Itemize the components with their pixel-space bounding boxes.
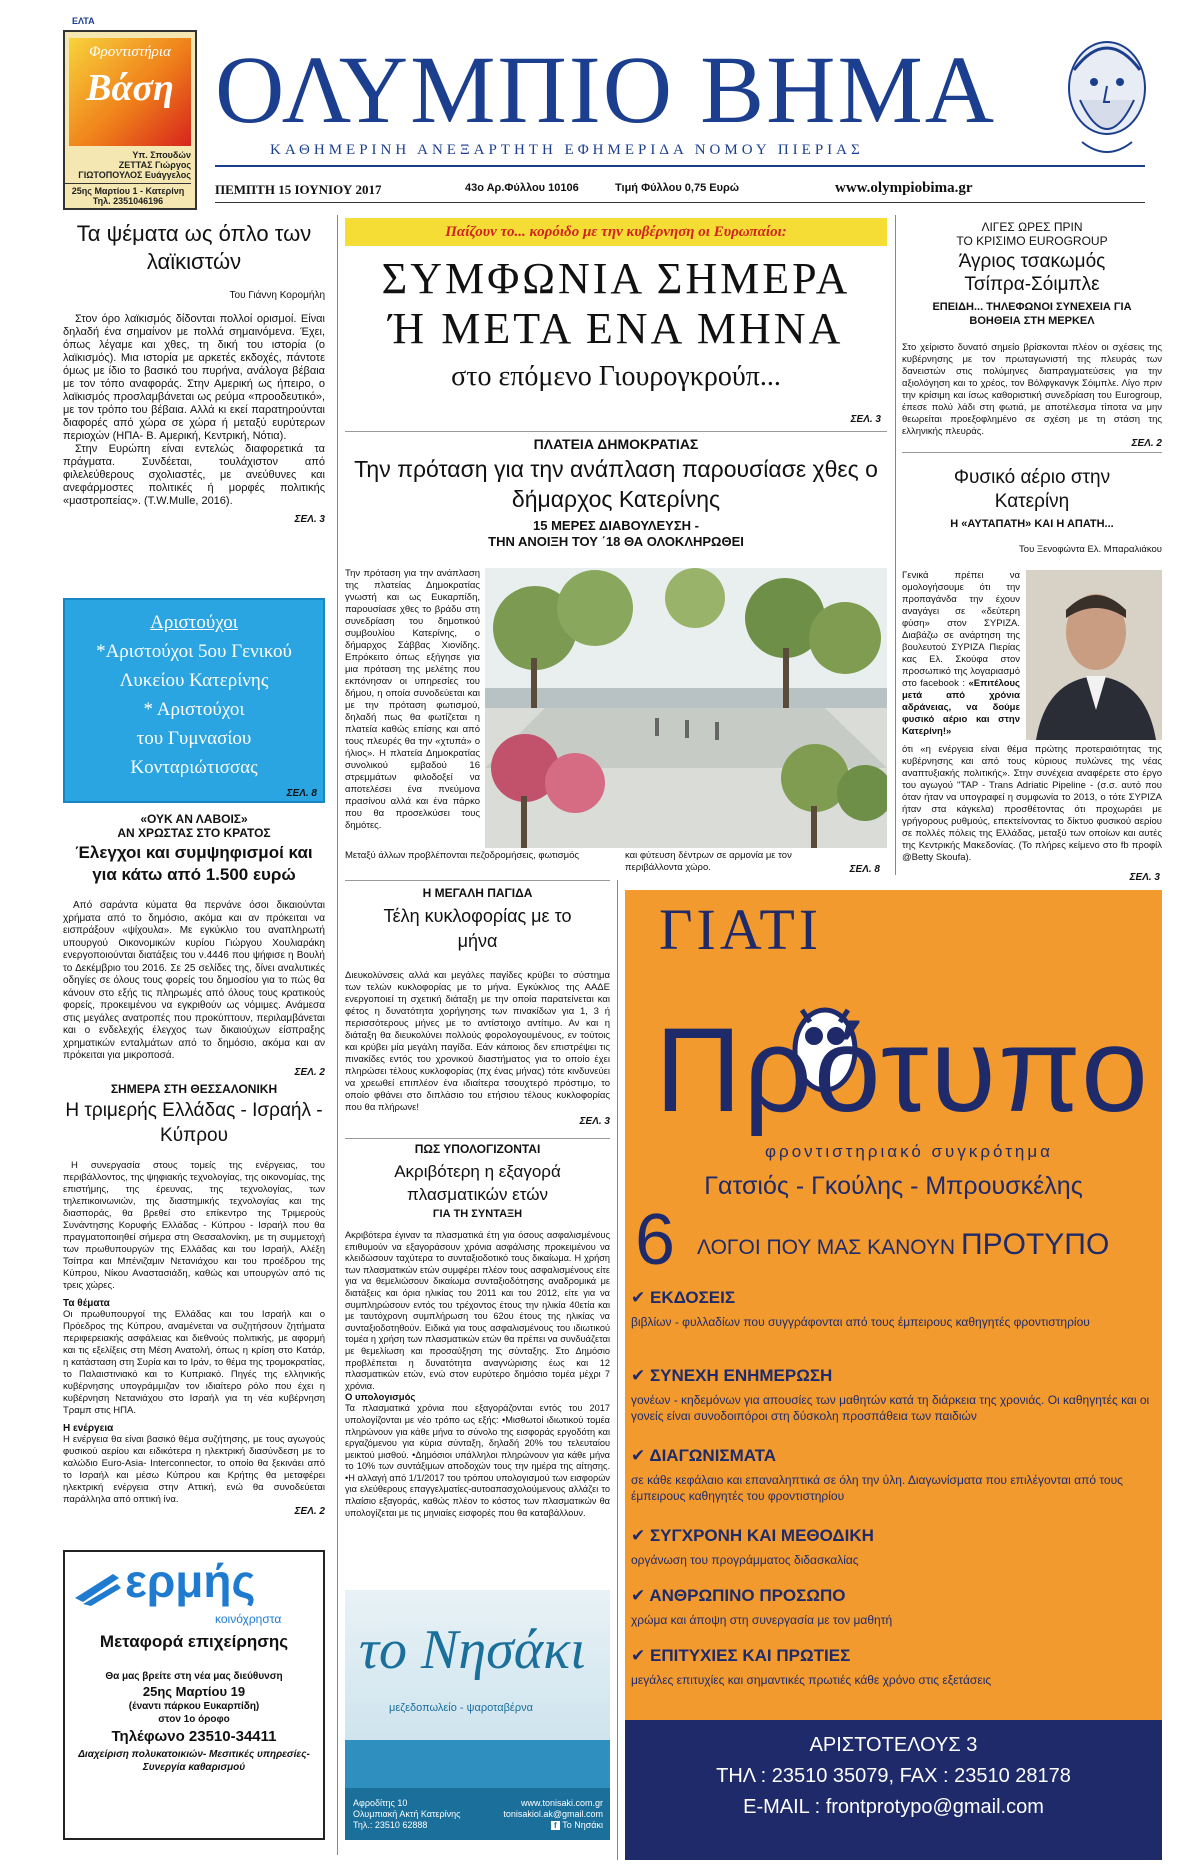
page-ref: ΣΕΛ. 3 bbox=[1129, 872, 1160, 883]
article-body: Στο χείριστο δυνατό σημείο βρίσκονται πλέον οι σχέσεις της κυβέρνησης με τον πρωταγωνιστή της πλευράς των δανειστών στις πολύμηνες διαπραγματεύσεις για την αξιολόγηση και το χρέος, τον Βόλφγκανγκ Σόιμπλε. Λίγο πριν την κρίσιμη και ίσως καθοριστική συνεδρίαση του Eurogroup, έπεσε πολύ λάδι στη φωτιά, με αποτέλεσμα τίποτα να μην θεωρείται προεξοφλημένο σε σχέση με τη στάση της ελληνικής πλευράς. bbox=[902, 342, 1162, 437]
plateia-caption: και φύτευση δέντρων σε αρμονία με τον περιβάλλοντα χώρο. bbox=[625, 850, 792, 873]
column-divider bbox=[895, 215, 896, 875]
issue-date: ΠΕΜΠΤΗ 15 ΙΟΥΝΙΟΥ 2017 bbox=[215, 182, 382, 197]
protypo-reason: ✔ ΕΚΔΟΣΕΙΣ βιβλίων - φυλλαδίων που συγγράφονται από τους έμπειρους καθηγητές φροντιστηρίου bbox=[631, 1288, 1090, 1329]
ermis-logo-sub: κοινόχρηστα bbox=[215, 1612, 282, 1626]
ermis-logo: ερμής bbox=[125, 1555, 256, 1607]
section-rule bbox=[345, 880, 610, 881]
check-icon: ✔ bbox=[631, 1366, 646, 1385]
article-kicker: Η ΜΕΓΑΛΗ ΠΑΓΙΔΑ bbox=[422, 886, 533, 900]
article-title: Ακριβότερη η εξαγορά πλασματικών ετών bbox=[394, 1162, 561, 1204]
article-trilateral bbox=[63, 1082, 325, 1517]
issue-number: 43ο Αρ.Φύλλου 10106 bbox=[465, 182, 579, 194]
protypo-reason: ✔ ΔΙΑΓΩΝΙΣΜΑΤΑ σε κάθε κεφάλαιο και επαναληπτικά σε όλη την ύλη. Διαγωνίσματα που επιλέγονται από τους έμπειρους καθηγητές του φροντιστηρίου bbox=[631, 1446, 1123, 1503]
page-ref: ΣΕΛ. 2 bbox=[294, 1506, 325, 1517]
column-divider bbox=[617, 880, 618, 1860]
article-subhead: 15 ΜΕΡΕΣ ΔΙΑΒΟΥΛΕΥΣΗ - bbox=[533, 518, 699, 533]
ermis-details: Θα μας βρείτε στη νέα μας διεύθυνση 25ης Μαρτίου 19 (έναντι πάρκου Ευκαρπίδη) στον 1ο όροφο Τηλέφωνο 23510-34411 Διαχείριση πολυκατοικιών- Μεσιτικές υπηρεσίες- Συνεργία καθαρισμού bbox=[78, 1671, 310, 1773]
lead-kicker: Παίζουν το... κορόιδο με την κυβέρνηση οι Ευρωπαίοι: bbox=[345, 218, 887, 246]
nisaki-logo: το Νησάκι bbox=[359, 1619, 586, 1681]
article-kicker: ΛΙΓΕΣ ΩΡΕΣ ΠΡΙΝ bbox=[981, 220, 1083, 234]
page-ref: ΣΕΛ. 3 bbox=[579, 1116, 610, 1127]
aristouxoi-box[interactable] bbox=[63, 598, 325, 803]
article-kicker: ΣΗΜΕΡΑ ΣΤΗ ΘΕΣΣΑΛΟΝΙΚΗ bbox=[110, 1082, 278, 1096]
check-icon: ✔ bbox=[631, 1526, 646, 1545]
article-body: Από σαράντα κύματα θα περνάνε όσοι δικαιούνται χρήματα από το δημόσιο, ακόμα και αν πρόκειται να εισπράξουν «ψίχουλα». Με εγκύκλιο του αναπληρωτή υπουργού Οικονομικών κυρίου Γιώργου Χουλιαράκη ενεργοποιούνται διατάξεις του ν.4446 που ψήφισε η Βουλή το Δεκέμβριο του 2016. Σε 25 σελίδες της, δίνει αναλυτικές οδηγίες σε όλους τους φορείς του δημοσίου για το πώς θα κάνουν στο εξής τις πληρωμές από όλους τους κρατικούς φορείς, προκειμένου να εγκριθούν ως νόμιμες. Ανάμεσα στις μεγάλες ανατροπές που προκύπτουν, περιλαμβάνεται και ο ενδελεχής έλεγχος των δικαιούχων είσπραξης χρηματικών ενταλμάτων από το δημόσιο, ακόμα και αν πρόκειται για μικροποσά. bbox=[63, 900, 325, 1061]
lead-title-1: ΣΥΜΦΩΝΙΑ ΣΗΜΕΡΑ bbox=[381, 254, 851, 303]
article-byline: Του Γιάννη Κορομήλη bbox=[229, 290, 325, 301]
article-body: Η ενέργεια θα είναι βασικό θέμα συζήτησης, με τους αγωγούς φυσικού αερίου και ειδικότερα η ηλεκτρική διασύνδεση με το καλώδιο Euro-Asia- Interconnector, το οποίο θα ξεκινάει από το Ισραήλ και μέσω Κύπρου και Κρήτης θα μεταφέρει ηλεκτρική ενέργεια στην Αττική, ενώ θα συνοδεύεται παράλληλα από οπτική ίνα. bbox=[63, 1434, 325, 1505]
article-subhead: ΤΗΝ ΑΝΟΙΞΗ ΤΟΥ ΄18 ΘΑ ΟΛΟΚΛΗΡΩΘΕΙ bbox=[488, 534, 744, 549]
ermis-ad[interactable] bbox=[63, 1550, 325, 1840]
article-aerio bbox=[902, 466, 1162, 555]
article-plateia-header bbox=[345, 436, 887, 550]
nisaki-sea bbox=[345, 1740, 610, 1788]
author-photo bbox=[1026, 570, 1162, 740]
article-kicker: ΤΟ ΚΡΙΣΙΜΟ EUROGROUP bbox=[956, 234, 1108, 248]
protypo-reasons-title: ΛΟΓΟΙ ΠΟΥ ΜΑΣ ΚΑΝΟΥΝ ΠΡΟΤΥΠΟ bbox=[697, 1228, 1110, 1261]
paper-title: ΟΛΥΜΠΙΟ ΒΗΜΑ bbox=[215, 36, 997, 143]
check-icon: ✔ bbox=[631, 1288, 646, 1307]
article-body: Οι πρωθυπουργοί της Ελλάδας και του Ισραήλ και ο Πρόεδρος της Κύπρου, αναμένεται να συζητήσουν ζητήματα περιφερειακής ασφάλειας και διεθνούς πολιτικής, με αφορμή και τις εξελίξεις στη Μέση Ανατολή, όπως η κρίση στο Κατάρ, η κατάσταση στη Συρία και το Ιράν, το θέμα της τρομοκρατίας, το Παλαιστινιακό και το Κυπριακό. Πηγές της ελληνικής κυβέρνησης υπογράμμιζαν τον ιδιαίτερο ρόλο που έχει η κυβέρνηση Νετανιάχου στο Ισραήλ για τη νέα κυβέρνηση Τραμπ στις ΗΠΑ. bbox=[63, 1309, 325, 1416]
protypo-reason: ✔ ΣΥΝΕΧΗ ΕΝΗΜΕΡΩΣΗ γονέων - κηδεμόνων για απουσίες των μαθητών κατά τη διάρκεια της χρονιάς. Οι καθηγητές και οι γονείς είναι συνοδοιπόροι στη δύσκολη προσπάθεια των παιδιών bbox=[631, 1366, 1150, 1423]
protypo-reason: ✔ ΑΝΘΡΩΠΙΝΟ ΠΡΟΣΩΠΟ χρώμα και άποψη στη συνεργασία με τον μαθητή bbox=[631, 1586, 893, 1627]
article-title: Φυσικό αέριο στην Κατερίνη bbox=[953, 467, 1111, 512]
article-body: Η συνεργασία στους τομείς της ενέργειας, του περιβάλλοντος, της ψηφιακής τεχνολογίας, της οικονομίας, της επιστήμης, της έρευνας, της τεχνολογίας, των τηλεπικοινωνιών, της διαστημικής τεχνολογίας και της διασποράς, θα βρεθεί στο επίκεντρο της Τριμερούς Συνάντησης Κορυφής Ελλάδας - Κύπρου - Ισραήλ που θα πραγματοποιηθεί σήμερα στη Θεσσαλονίκη, με τη συμμετοχή των πρωθυπουργών της Ελλάδας και του Ισραήλ, Αλέξη Τσίπρα και Μπένιζαμιν Νετανιάχου και του προέδρου της Κύπρου, Νίκου Αναστασιάδη, καθώς και υπουργών από τις τρεις χώρες. bbox=[63, 1160, 325, 1291]
elta-label: ΕΛΤΑ bbox=[72, 16, 95, 26]
article-kicker: «ΟΥΚ ΑΝ ΛΑΒΟΙΣ» bbox=[140, 812, 248, 826]
page-ref: ΣΕΛ. 8 bbox=[849, 864, 880, 875]
article-subhead: Τα θέματα bbox=[63, 1298, 110, 1309]
vasi-name: Βάση bbox=[86, 67, 174, 109]
nisaki-ad[interactable] bbox=[345, 1590, 610, 1840]
ermis-tagline: Μεταφορά επιχείρησης bbox=[99, 1632, 289, 1651]
vasi-ad[interactable] bbox=[63, 30, 197, 210]
page-ref: ΣΕΛ. 2 bbox=[1131, 438, 1162, 449]
article-checks bbox=[63, 812, 325, 1078]
article-kicker: ΑΝ ΧΡΩΣΤΑΣ ΣΤΟ ΚΡΑΤΟΣ bbox=[117, 826, 271, 840]
lead-title-3: στο επόμενο Γιουρογκρούπ... bbox=[451, 361, 781, 392]
vasi-contact: Υπ. Σπουδών ΖΕΤΤΑΣ Γιώργος ΓΙΩΤΟΠΟΥΛΟΣ Ευάγγελος 25ης Μαρτίου 1 - Κατερίνη Τηλ. 2351046196 bbox=[65, 150, 195, 206]
page-ref: ΣΕΛ. 2 bbox=[294, 1066, 325, 1078]
article-title: Την πρόταση για την ανάπλαση παρουσίασε χθες ο δήμαρχος Κατερίνης bbox=[354, 456, 878, 512]
article-body: Στον όρο λαϊκισμός δίδονται πολλοί ορισμοί. Είναι δηλαδή ένα σημαίνον με πολλά σημαινόμενα. Έχει, όπως λέγαμε και χθες, τη δική του ιστορία (ο λαϊκισμός). Μια ιστορία με αρκετές εκδοχές, πάντοτε όμως με ίδιο το βασικό του πυρήνα, ανάλογα βέβαια με τον τόπο αναφοράς. Στην Αμερική ως ήπειρο, ο λαϊκισμός προσλαμβάνεται ως ρεύμα «προοδευτικό», με τον τρόπο του βέβαια. Αλλά κι εκεί παρατηρούνται διαφορές από χώρα σε χώρα ή μεταξύ ευρύτερων περιοχών (ΗΠΑ- Β. Αμερική, Κεντρική, Νότια). bbox=[63, 313, 325, 442]
page-ref: ΣΕΛ. 8 bbox=[286, 788, 317, 799]
article-kicker: ΠΛΑΤΕΙΑ ΔΗΜΟΚΡΑΤΙΑΣ bbox=[533, 436, 699, 452]
article-title: Τέλη κυκλοφορίας με το μήνα bbox=[383, 906, 572, 951]
lead-title-2: Ή ΜΕΤΑ ΕΝΑ ΜΗΝΑ bbox=[388, 304, 844, 353]
article-title: Η τριμερής Ελλάδας - Ισραήλ - Κύπρου bbox=[65, 1100, 323, 1146]
check-icon: ✔ bbox=[631, 1586, 646, 1605]
article-eurogroup bbox=[902, 220, 1162, 449]
protypo-logo-sub: φροντιστηριακό συγκρότημα bbox=[765, 1142, 1054, 1161]
protypo-reason: ✔ ΣΥΓΧΡΟΝΗ ΚΑΙ ΜΕΘΟΔΙΚΗ οργάνωση του προγράμματος διδασκαλίας bbox=[631, 1526, 874, 1567]
article-title: Άγριος τσακωμός Τσίπρα-Σόιμπλε bbox=[958, 251, 1106, 295]
article-subhead: Η «ΑΥΤΑΠΑΤΗ» ΚΑΙ Η ΑΠΑΤΗ... bbox=[950, 518, 1114, 530]
article-kicker: ΠΩΣ ΥΠΟΛΟΓΙΖΟΝΤΑΙ bbox=[414, 1142, 541, 1156]
section-rule bbox=[345, 431, 887, 432]
nisaki-email[interactable]: tonisakiol.ak@gmail.com bbox=[503, 1809, 603, 1819]
article-subhead: ΕΠΕΙΔΗ... ΤΗΛΕΦΩΝΟΙ ΣΥΝΕΧΕΙΑ ΓΙΑ ΒΟΗΘΕΙΑ ΣΤΗ ΜΕΡΚΕΛ bbox=[932, 301, 1132, 327]
protypo-ad[interactable] bbox=[625, 890, 1162, 1860]
column-divider bbox=[337, 215, 338, 1855]
article-title: Τα ψέματα ως όπλο των λαϊκιστών bbox=[76, 221, 312, 274]
lead-story bbox=[345, 218, 887, 430]
protypo-why: ΓΙΑΤΙ bbox=[659, 897, 823, 962]
nisaki-facebook[interactable]: f Το Νησάκι bbox=[485, 1820, 603, 1831]
aerio-body-a: Γενικά πρέπει να ομολογήσουμε ότι την προπαγάνδα την έχουν αναγάγει σε «δεύτερη φύση» στον ΣΥΡΙΖΑ. Διαβάζω σε ανάρτηση της βουλευτού ΣΥΡΙΖΑ Πιερίας κας Ελ. Σκούφα στον προσωπικό της λογαριασμό στο facebook : «Επιτέλους μετά από χρόνια αδράνειας, να δούμε φυσικό αέριο και στην Κατερίνη!» bbox=[902, 570, 1020, 737]
article-body-2: Στην Ευρώπη είναι εντελώς διαφορετικά τα πράγματα. Συνδέεται, τουλάχιστον από φιλελεύθερους σχολιαστές, με ανεύθυνες και ανεφάρμοστες πολιτικές ή μορφές πολιτικής «μαστροπείας». (T.W.Mulle, 2016). bbox=[63, 443, 325, 507]
article-title: Έλεγχοι και συμψηφισμοί και για κάτω από 1.500 ευρώ bbox=[75, 843, 313, 884]
facebook-icon: f bbox=[551, 1821, 560, 1830]
paper-subtitle: ΚΑΘΗΜΕΡΙΝΗ ΑΝΕΞΑΡΤΗΤΗ ΕΦΗΜΕΡΙΔΑ ΝΟΜΟΥ ΠΙΕΡΙΑΣ bbox=[270, 142, 864, 158]
article-subhead: Η ενέργεια bbox=[63, 1423, 114, 1434]
meta-bar bbox=[215, 178, 1145, 202]
article-subhead: ΓΙΑ ΤΗ ΣΥΝΤΑΞΗ bbox=[432, 1208, 523, 1220]
page-ref: ΣΕΛ. 3 bbox=[294, 514, 325, 525]
article-body: Τα πλασματικά χρόνια που εξαγοράζονται εντός του 2017 υπολογίζονται με νέο τρόπο ως εξής: •Μισθωτοί ιδιωτικού τομέα πληρώνουν για κάθε μήνα το σύνολο της εισφοράς εργοδότη και εργαζόμενου για κύρια σύνταξη, δηλαδή 20% του τελευταίου μεικτού μισθού. •Δημόσιοι υπάλληλοι πληρώνουν για κάθε μήνα το 10% των συντάξιμων αποδοχών τους την ημέρα της αίτησης. •Η αλλαγή από 1/1/2017 του τρόπου υπολογισμού των εισφορών για ελεύθερους επαγγελματίες-αυτοαπασχολούμενους αλλάζει το πλαίσιο εξαγοράς, καθώς πλέον το κόστος των πλασματικών θα υπολογίζεται με τις μηνιαίες εισφορές που θα καταβάλλουν. bbox=[345, 1403, 610, 1518]
article-populism bbox=[63, 220, 325, 525]
plateia-body: Την πρόταση για την ανάπλαση της πλατείας Δημοκρατίας γνωστή και ως Ευκαρπίδη, παρουσίασε χθες το βράδυ στη συνεδρίαση του δημοτικού συμβουλίου Κατερίνης, ο δήμαρχος Σάββας Χιονίδης. Επρόκειτο όπως εξήγησε για μια πρόταση της μελέτης που εκπόνησαν οι υπηρεσίες του δήμου, η οποία συνοδεύεται και με την πρόταση φωτισμού, δηλαδή πως θα φωτίζεται η πλατεία καθώς επίσης και από τους πλευρές θα την «χτυπά» ο ήλιος». Η πλατεία Δημοκρατίας συνολικού εμβαδού 16 στρεμμάτων φιλοδοξεί να αποτελέσει ένα πνεύμονα πρασίνου αλλά και ένα πάρκο που θα προσελκύσει τους δημότες. bbox=[345, 568, 480, 831]
plateia-rendering-image bbox=[485, 568, 887, 848]
vasi-logo bbox=[69, 38, 191, 146]
article-byline: Του Ξενοφώντα Ελ. Μπαραλιάκου bbox=[1019, 544, 1162, 555]
protypo-logo: Πρότυπο bbox=[655, 1003, 1150, 1137]
meta-rule bbox=[215, 202, 1145, 203]
website-link[interactable]: www.olympiobima.gr bbox=[835, 180, 973, 196]
protypo-names: Γατσιός - Γκούλης - Μπρουσκέλης bbox=[704, 1172, 1083, 1200]
article-body: Διευκολύνσεις αλλά και μεγάλες παγίδες κρύβει το σύστημα των τελών κυκλοφορίας με το μήνα. Εγκύκλιος της ΑΑΔΕ ενεργοποιεί τη σχετική διάταξη με την οποία παρατείνεται και φέτος η δυνατότητα χορήγησης των πινακίδων για 1, 3 ή περισσότερους μήνες με το αντίστοιχο αντίτιμο. Αν και η διάταξη θα διευκολύνει πολλούς φορολογουμένους, εν τούτοις και κρύβει μία μεγάλη παγίδα. Εάν κάποιος δεν επιστρέψει τις πινακίδες εντός του χρονικού διαστήματος για το οποίο έχει πληρώσει τέλους κυκλοφορίας (πχ ένας μήνας) τότε κινδυνεύει να χρεωθεί επιπλέον ένα ιδιαίτερα τσουχτερό πρόστιμο, το οποίο φθάνει στο διπλάσιο του ετήσιου τέλους κυκλοφορίας που θα πλήρωνε! bbox=[345, 970, 610, 1113]
ermis-wing-icon bbox=[73, 1568, 123, 1608]
plateia-body-end: Μεταξύ άλλων προβλέπονται πεζοδρομήσεις, φωτισμός bbox=[345, 850, 579, 861]
nisaki-contact bbox=[485, 1798, 603, 1831]
protypo-email[interactable]: E-MAIL : frontprotypo@gmail.com bbox=[743, 1796, 1044, 1818]
issue-price: Τιμή Φύλλου 0,75 Ευρώ bbox=[615, 182, 740, 194]
section-rule bbox=[345, 1138, 610, 1139]
article-teli bbox=[345, 886, 610, 1127]
protypo-reason-list bbox=[631, 1288, 1156, 1706]
nisaki-tagline: μεζεδοπωλείο - ψαροταβέρνα bbox=[389, 1702, 533, 1714]
section-rule bbox=[902, 452, 1162, 453]
article-body: Ακριβότερα έγιναν τα πλασματικά έτη για όσους ασφαλισμένους επιθυμούν να εξαγοράσουν χρόνια ασφάλισης προκειμένου να κλειδώσουν ταχύτερα το συνταξιοδοτικό τους δικαίωμα. Η χρήση των πλασματικών ετών συμφέρει πλέον τους ασφαλισμένους είτε για να θεμελιώσουν δικαίωμα συνταξιοδότησης αναδρομικά με διατάξεις και όρια ηλικίας του 2011 και του 2012, είτε για να συμπληρώσουν εντός του τρέχοντος έτους την ηλικία 40ετία και με ταυτόχρονη συμπλήρωση του 62ου έτους της ηλικίας να συνταξιοδοτηθούν. Ειδικά για τους ασφαλισμένους του ιδιωτικού τομέα η χρήση των πλασματικών ετών θα πρέπει να συνδυάζεται με θεμελίωση και προσαύξηση της σύνταξης. Στο Δημόσιο προβλέπεται η δυνατότητα αναγνώρισης έως και 12 πλασματικών ετών, ενώ στον ευρύτερο δημόσιο τομέα μέχρι 7 χρόνια. bbox=[345, 1230, 610, 1391]
nisaki-website[interactable]: www.tonisaki.com.gr bbox=[520, 1798, 603, 1808]
check-icon: ✔ bbox=[631, 1646, 646, 1665]
page-ref: ΣΕΛ. 3 bbox=[850, 414, 881, 425]
vasi-top-text: Φροντιστήρια bbox=[89, 44, 171, 60]
article-syntaxi bbox=[345, 1142, 610, 1519]
zeus-bust-icon bbox=[1052, 30, 1162, 162]
protypo-six: 6 bbox=[635, 1200, 676, 1280]
aristouxoi-text: Αριστούχοι *Αριστούχοι 5ου Γενικού Λυκείου Κατερίνης * Αριστούχοι του Γυμνασίου Κονταριώτισσας bbox=[96, 612, 292, 778]
article-subhead: Ο υπολογισμός bbox=[345, 1392, 416, 1404]
nisaki-address: Αφροδίτης 10 Ολυμπιακή Ακτή Κατερίνης Τηλ.: 23510 62888 bbox=[353, 1798, 461, 1830]
protypo-contact: ΑΡΙΣΤΟΤΕΛΟΥΣ 3 ΤΗΛ : 23510 35079, FAX : 23510 28178 E-MAIL : frontprotypo@gmail.com bbox=[625, 1720, 1162, 1860]
protypo-reason: ✔ ΕΠΙΤΥΧΙΕΣ ΚΑΙ ΠΡΩΤΙΕΣ μεγάλες επιτυχίες και σημαντικές πρωτιές κάθε χρόνο στις εξετάσεις bbox=[631, 1646, 992, 1687]
check-icon: ✔ bbox=[631, 1446, 646, 1465]
aerio-body-b: ότι «η ενέργεια είναι θέμα πρώτης προτεραιότητας της κυβέρνησης και από τους κύριους πυλώνες της νέας αναπτυξιακής πολιτικής». Στην συνέχεια αναφέρετε στο έργο του αγωγού "TAP - Trans Adriatic Pipeline - (σ.σ. αυτό που όταν ήταν να υπογραφεί η συμφωνία το 2013, ο τότε ΣΥΡΙΖΑ ήταν στα κάγκελα) προσθέτοντας ότι προχωράει με γρήγορους ρυθμούς, επεκτείνοντας το δίκτυο φυσικού αερίου σε πολλές πόλεις της Ελλάδας, μεταξύ των οποίων και αυτές της Κεντρικής Μακεδονίας. (Το πλήρες κείμενο στο fb προφίλ @Betty Skoufa). bbox=[902, 744, 1162, 863]
masthead-rule bbox=[215, 165, 1145, 167]
